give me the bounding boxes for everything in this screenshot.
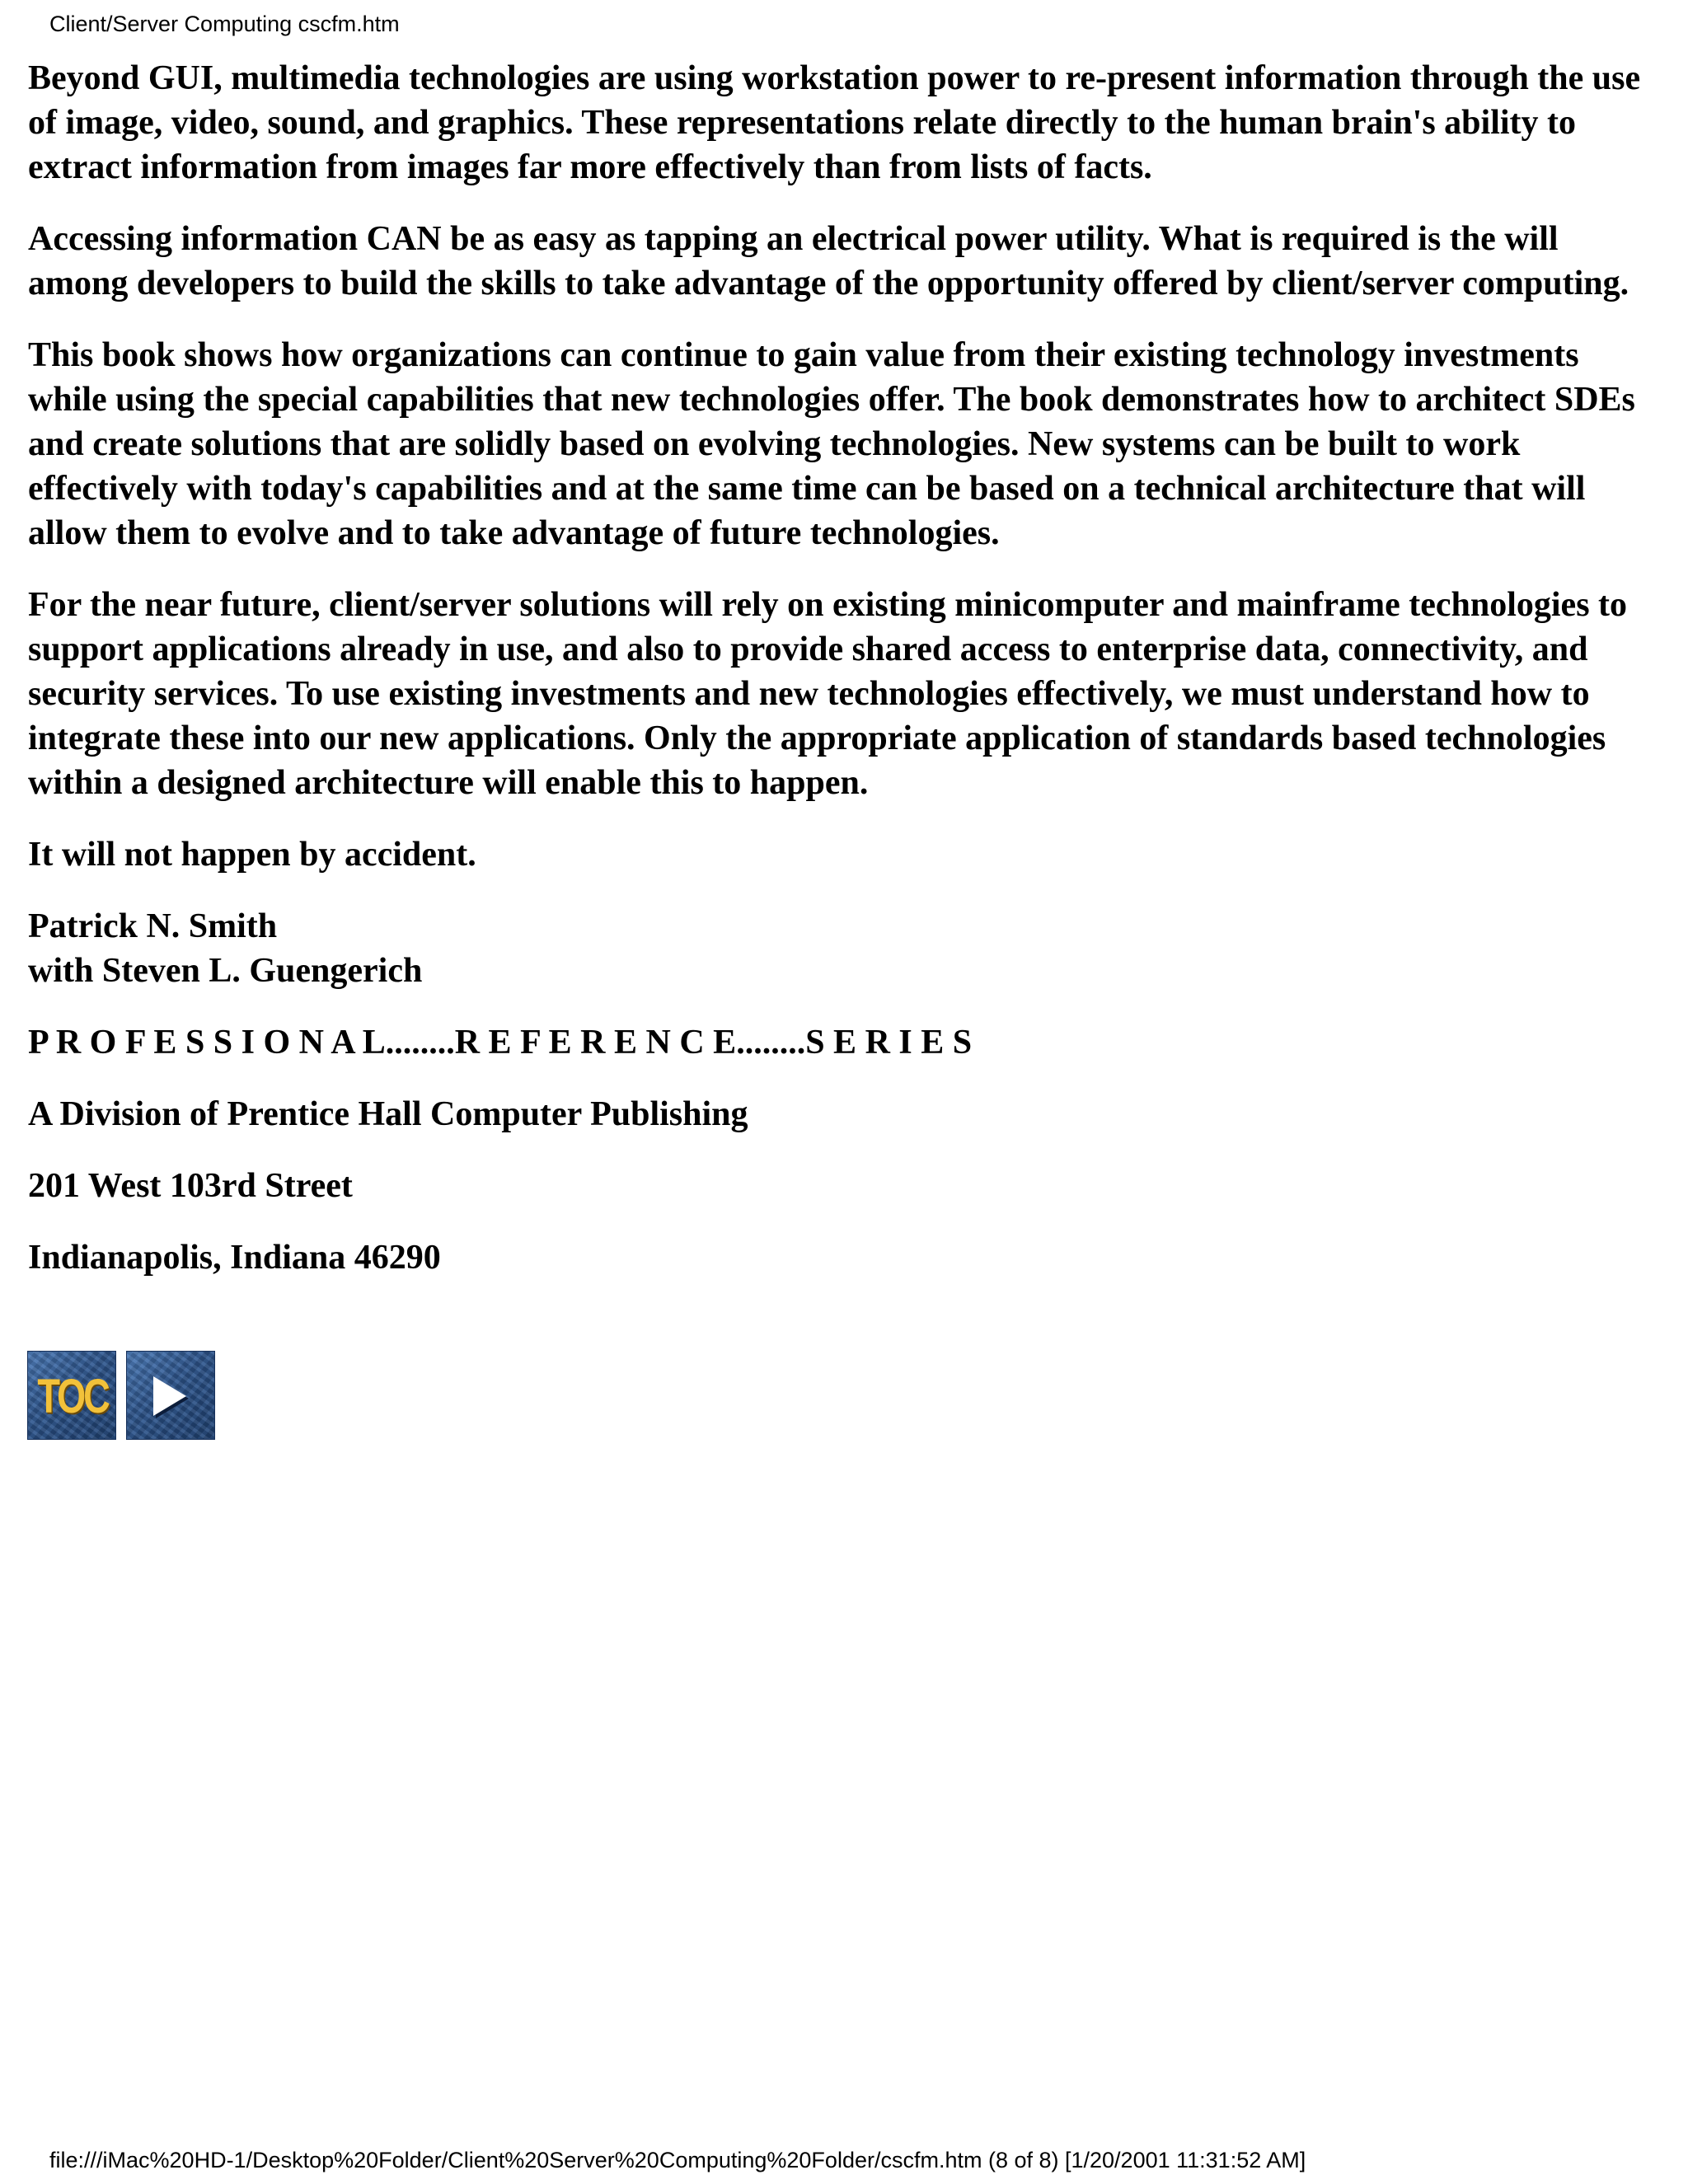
document-body	[28, 56, 1664, 1307]
series-name: P R O F E S S I O N A L........R E F E R E N C E........S E R I E S	[28, 1024, 973, 1062]
address-street: 201 West 103rd Street	[28, 1167, 353, 1205]
author-block	[28, 904, 1664, 993]
paragraph-not-by-accident: It will not happen by accident.	[28, 836, 476, 874]
co-author-name: with Steven L. Guengerich	[28, 952, 423, 990]
paragraph-multimedia: Beyond GUI, multimedia technologies are using workstation power to re-present information through the use of image, video, sound, and graphics. These representations relate directly to the human brain's ability to extract information from images far more effectively than from lists of facts.	[28, 59, 1641, 186]
next-page-button[interactable]	[126, 1351, 215, 1440]
next-arrow-icon	[153, 1376, 186, 1416]
toc-button[interactable]	[27, 1351, 116, 1440]
paragraph-near-future: For the near future, client/server solutions will rely on existing minicomputer and mainframe technologies to support applications already in use, and also to provide shared access to enterprise data, connectivity, and security services. To use existing investments and new technologies effectively, we must understand how to integrate these into our new applications. Only the appropriate application of standards based technologies within a designed architecture will enable this to happen.	[28, 586, 1628, 802]
toc-icon: TOC	[37, 1369, 108, 1423]
navigation-buttons	[27, 1351, 215, 1440]
paragraph-book-overview: This book shows how organizations can continue to gain value from their existing technology investments while using the special capabilities that new technologies offer. The book demonstrates how to architect SDEs and create solutions that are solidly based on evolving technologies. New systems can be built to work effectively with today's capabilities and at the same time can be based on a technical architecture that will allow them to evolve and to take advantage of future technologies.	[28, 336, 1635, 552]
publisher-name: A Division of Prentice Hall Computer Publishing	[28, 1095, 748, 1133]
print-header: Client/Server Computing cscfm.htm	[49, 12, 400, 36]
author-name: Patrick N. Smith	[28, 907, 278, 945]
address-city: Indianapolis, Indiana 46290	[28, 1239, 441, 1277]
paragraph-accessing-information: Accessing information CAN be as easy as tapping an electrical power utility. What is required is the will among developers to build the skills to take advantage of the opportunity offered by client/server computing.	[28, 220, 1629, 302]
print-footer-url: file:///iMac%20HD-1/Desktop%20Folder/Client%20Server%20Computing%20Folder/cscfm.htm (8 of 8) [1/20/2001 11:31:52 AM]	[49, 2148, 1306, 2172]
